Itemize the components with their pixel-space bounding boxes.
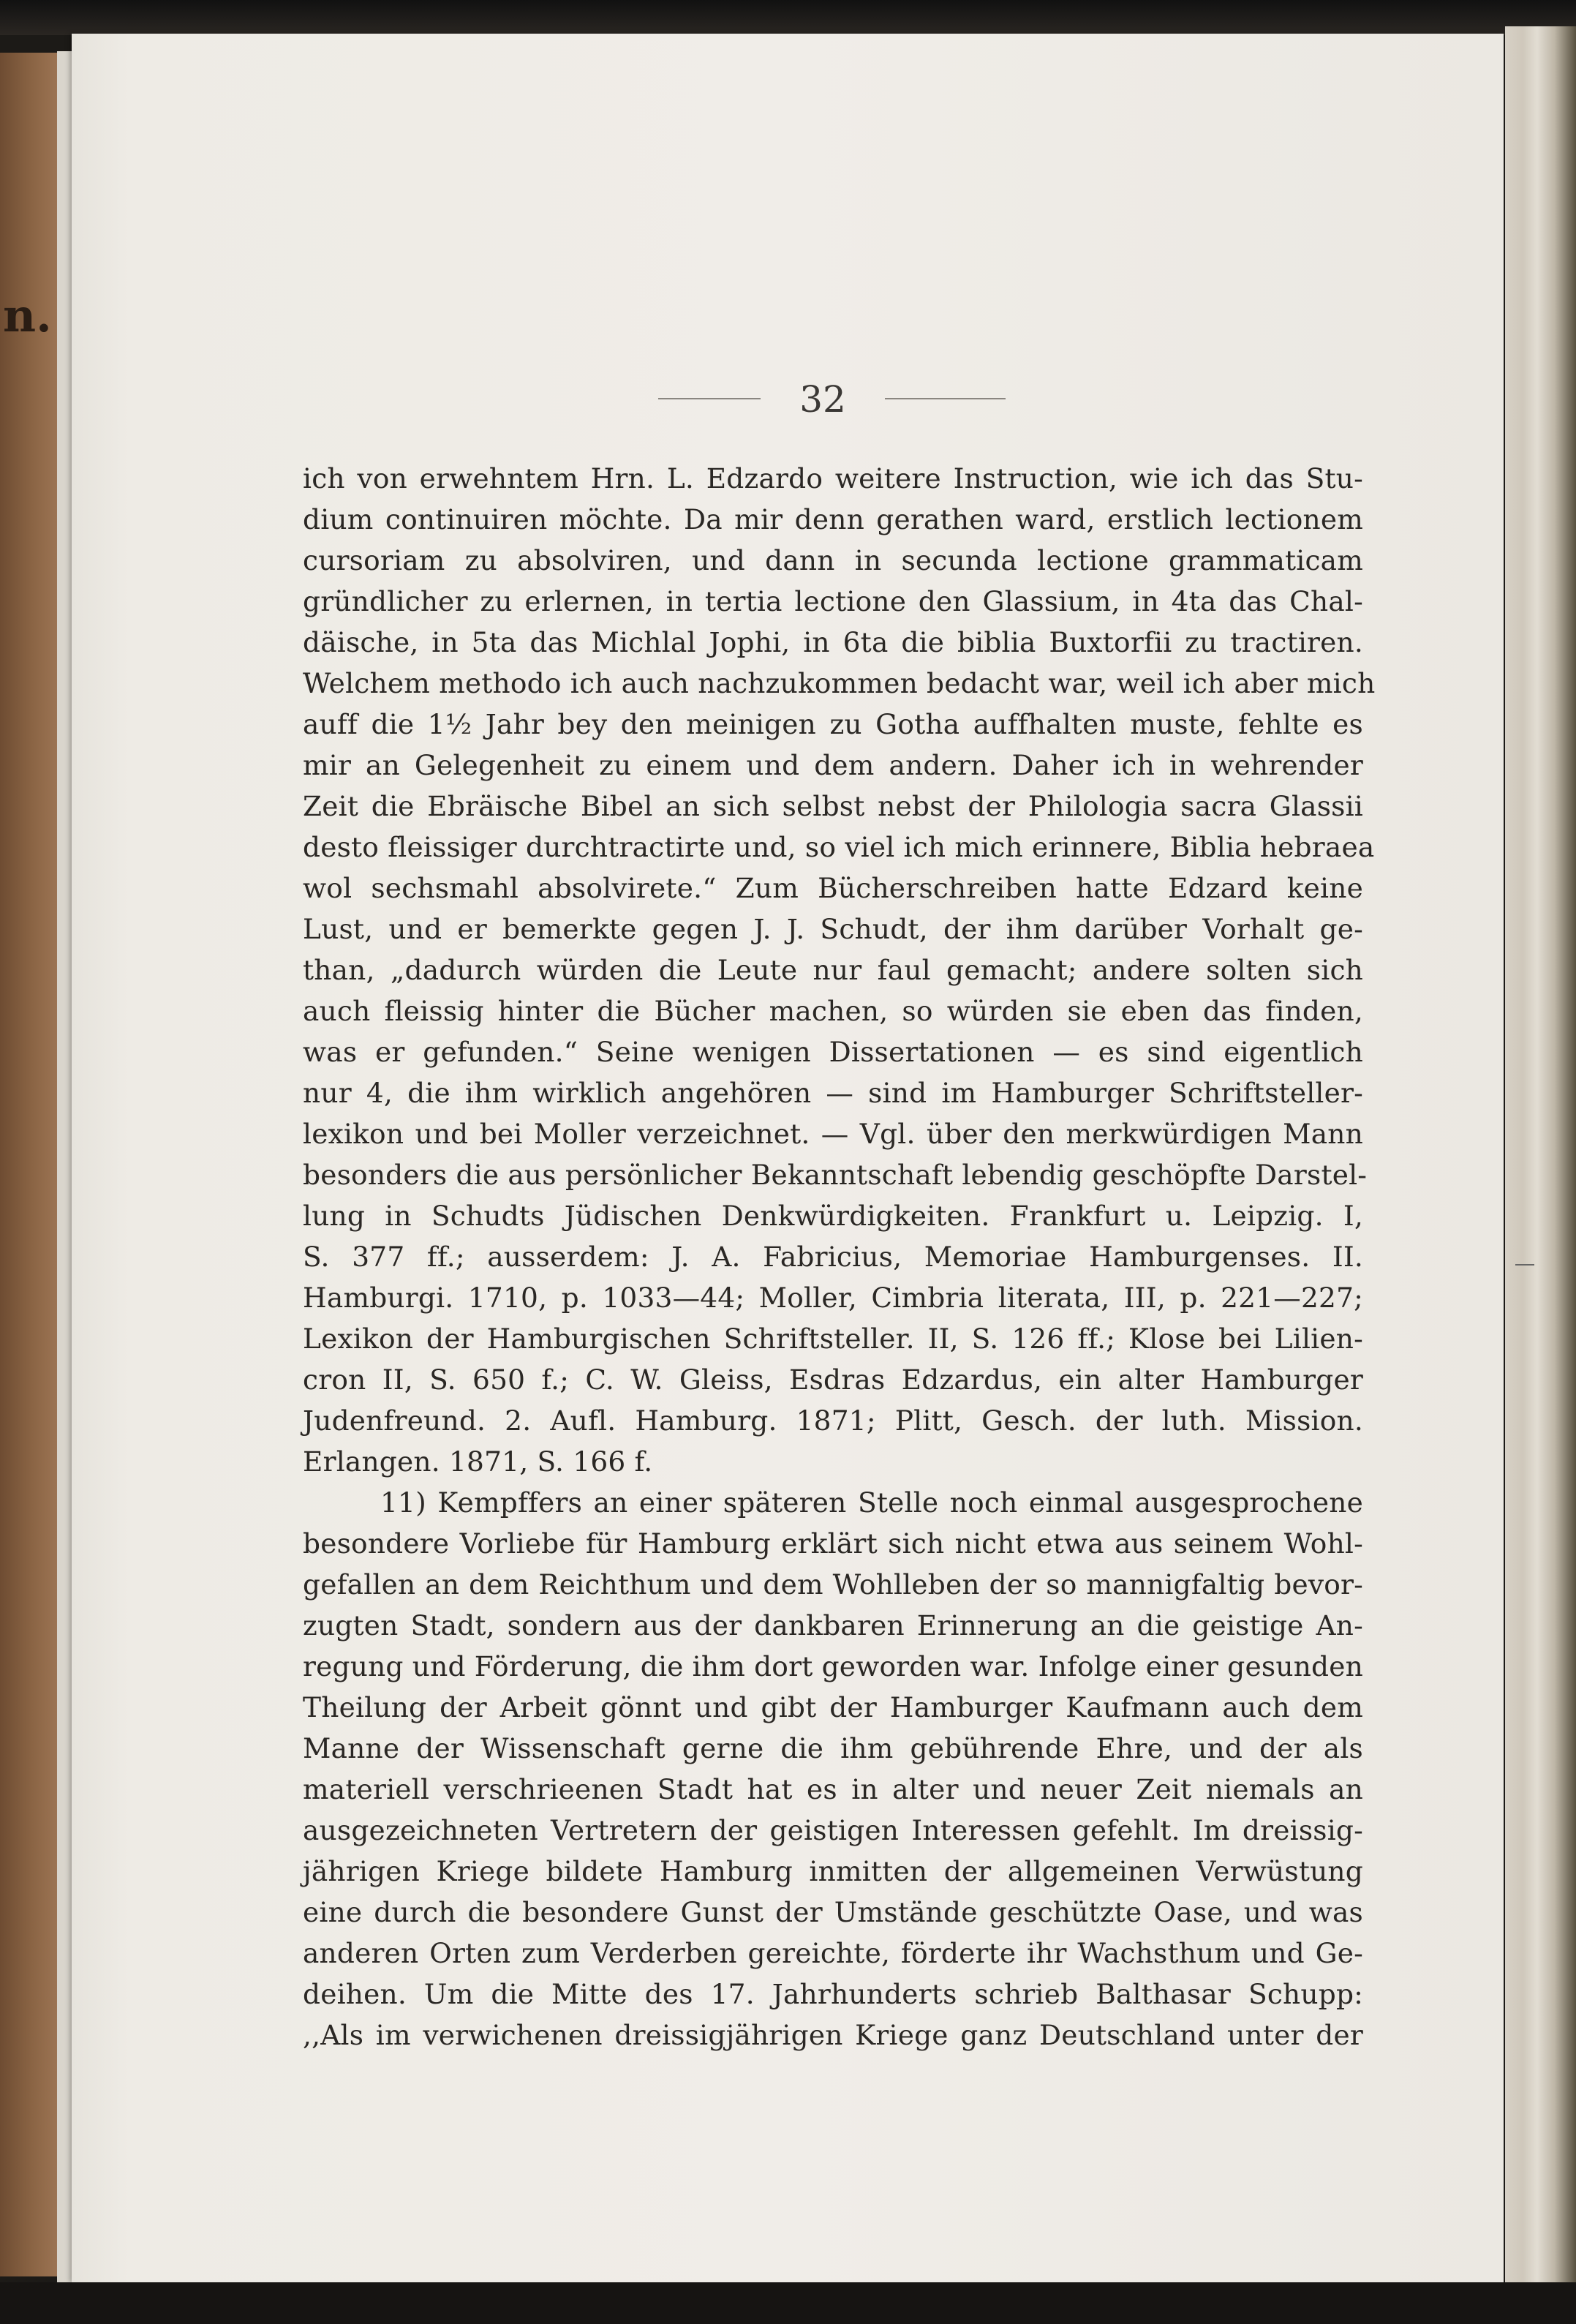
text-line: cron II, S. 650 f.; C. W. Gleiss, Esdras Edzardus, ein alter Hamburger bbox=[303, 1364, 1363, 1396]
text-line: besonders die aus persönlicher Bekanntschaft lebendig geschöpfte Darstel- bbox=[303, 1159, 1368, 1191]
text-line: ich von erwehntem Hrn. L. Edzardo weitere Instruction, wie ich das Stu- bbox=[303, 462, 1363, 494]
text-line: jährigen Kriege bildete Hamburg inmitten der allgemeinen Verwüstung bbox=[303, 1855, 1363, 1887]
text-line: Lexikon der Hamburgischen Schriftsteller. II, S. 126 ff.; Klose bei Lilien- bbox=[303, 1323, 1363, 1355]
text-line: Zeit die Ebräische Bibel an sich selbst nebst der Philologia sacra Glassii bbox=[303, 790, 1363, 822]
text-line: Welchem methodo ich auch nachzukommen bedacht war, weil ich aber mich bbox=[303, 667, 1376, 699]
text-line: Erlangen. 1871, S. 166 f. bbox=[303, 1445, 653, 1478]
page-stack-mark bbox=[1515, 1264, 1534, 1266]
scan-background-bottom bbox=[0, 2282, 1576, 2324]
text-line: materiell verschrieenen Stadt hat es in alter und neuer Zeit niemals an bbox=[303, 1773, 1363, 1805]
text-line: than, „dadurch würden die Leute nur faul gemacht; andere solten sich bbox=[303, 954, 1363, 986]
text-line: dium continuiren möchte. Da mir denn gerathen ward, erstlich lectionem bbox=[303, 503, 1363, 535]
text-line: auff die 1½ Jahr bey den meinigen zu Gotha auffhalten muste, fehlte es bbox=[303, 708, 1363, 740]
text-line: mir an Gelegenheit zu einem und dem andern. Daher ich in wehrender bbox=[303, 749, 1363, 781]
text-line: gefallen an dem Reichthum und dem Wohlleben der so mannigfaltig bevor- bbox=[303, 1568, 1363, 1601]
text-line: besondere Vorliebe für Hamburg erklärt sich nicht etwa aus seinem Wohl- bbox=[303, 1527, 1363, 1560]
text-line: eine durch die besondere Gunst der Umstände geschützte Oase, und was bbox=[303, 1896, 1363, 1928]
scan-background-top bbox=[0, 0, 1576, 35]
text-line: lung in Schudts Jüdischen Denkwürdigkeiten. Frankfurt u. Leipzig. I, bbox=[303, 1200, 1363, 1232]
page-stack-edge bbox=[1505, 26, 1576, 2287]
text-line: S. 377 ff.; ausserdem: J. A. Fabricius, Memoriae Hamburgenses. II. bbox=[303, 1241, 1363, 1273]
text-line: Manne der Wissenschaft gerne die ihm gebührende Ehre, und der als bbox=[303, 1732, 1363, 1764]
text-line: cursoriam zu absolviren, und dann in secunda lectione grammaticam bbox=[303, 544, 1363, 576]
text-line: nur 4, die ihm wirklich angehören — sind im Hamburger Schriftsteller- bbox=[303, 1077, 1363, 1109]
text-line: 11) Kempffers an einer späteren Stelle noch einmal ausgesprochene bbox=[380, 1486, 1363, 1519]
text-line: Judenfreund. 2. Aufl. Hamburg. 1871; Plitt, Gesch. der luth. Mission. bbox=[303, 1404, 1363, 1437]
text-line: ausgezeichneten Vertretern der geistigen Interessen gefehlt. Im dreissig- bbox=[303, 1814, 1363, 1846]
text-line: lexikon und bei Moller verzeichnet. — Vgl. über den merkwürdigen Mann bbox=[303, 1118, 1363, 1150]
text-line: gründlicher zu erlernen, in tertia lectione den Glassium, in 4ta das Chal- bbox=[303, 585, 1363, 617]
text-line: wol sechsmahl absolvirete.“ Zum Bücherschreiben hatte Edzard keine bbox=[303, 872, 1363, 904]
header-rule-left bbox=[658, 398, 761, 399]
text-line: anderen Orten zum Verderben gereichte, förderte ihr Wachsthum und Ge- bbox=[303, 1937, 1363, 1969]
text-line: zugten Stadt, sondern aus der dankbaren Erinnerung an die geistige An- bbox=[303, 1609, 1363, 1642]
header-rule-right bbox=[885, 398, 1006, 399]
text-line: desto fleissiger durchtractirte und, so viel ich mich erinnere, Biblia hebraea bbox=[303, 831, 1375, 863]
binding-fragment: n. bbox=[3, 289, 52, 342]
text-line: deihen. Um die Mitte des 17. Jahrhunderts schrieb Balthasar Schupp: bbox=[303, 1978, 1363, 2010]
text-line: was er gefunden.“ Seine wenigen Dissertationen — es sind eigentlich bbox=[303, 1036, 1363, 1068]
page-number: 32 bbox=[799, 378, 846, 421]
text-line: Lust, und er bemerkte gegen J. J. Schudt, der ihm darüber Vorhalt ge- bbox=[303, 913, 1363, 945]
text-line: auch fleissig hinter die Bücher machen, so würden sie eben das finden, bbox=[303, 995, 1363, 1027]
text-line: Hamburgi. 1710, p. 1033—44; Moller, Cimbria literata, III, p. 221—227; bbox=[303, 1282, 1363, 1314]
text-line: ,,Als im verwichenen dreissigjährigen Kriege ganz Deutschland unter der bbox=[303, 2019, 1363, 2051]
text-line: regung und Förderung, die ihm dort geworden war. Infolge einer gesunden bbox=[303, 1650, 1363, 1682]
text-line: Theilung der Arbeit gönnt und gibt der Hamburger Kaufmann auch dem bbox=[303, 1691, 1363, 1723]
text-line: däische, in 5ta das Michlal Jophi, in 6ta die biblia Buxtorfii zu tractiren. bbox=[303, 626, 1363, 658]
